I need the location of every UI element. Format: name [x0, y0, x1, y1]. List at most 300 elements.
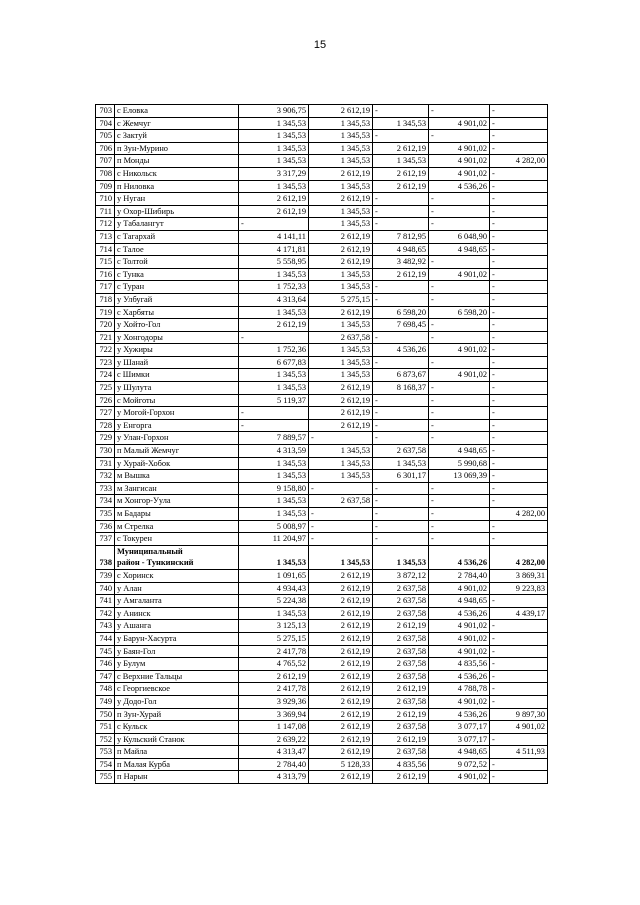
value-cell: 4 948,65 — [429, 243, 490, 256]
value-cell: 1 345,53 — [239, 117, 309, 130]
value-cell: - — [429, 482, 490, 495]
row-index: 755 — [96, 771, 115, 784]
row-index: 727 — [96, 407, 115, 420]
settlement-name: м Вышка — [115, 470, 239, 483]
value-cell: - — [239, 407, 309, 420]
table-row — [96, 382, 548, 395]
value-cell: 11 204,97 — [239, 533, 309, 546]
value-cell: 2 612,19 — [373, 268, 429, 281]
table-row — [96, 683, 548, 696]
value-cell: 1 345,53 — [309, 155, 373, 168]
row-index: 733 — [96, 482, 115, 495]
value-cell: - — [429, 193, 490, 206]
value-cell: - — [490, 520, 548, 533]
value-cell: 2 612,19 — [309, 683, 373, 696]
row-index: 752 — [96, 733, 115, 746]
value-cell: - — [429, 508, 490, 521]
value-cell: 1 345,53 — [309, 142, 373, 155]
settlement-name: п Зун-Хурай — [115, 708, 239, 721]
settlement-name: с Георгиевское — [115, 683, 239, 696]
value-cell: 2 612,19 — [309, 708, 373, 721]
value-cell: 2 612,19 — [309, 193, 373, 206]
settlement-name: у Могой-Горхон — [115, 407, 239, 420]
value-cell: 4 313,47 — [239, 746, 309, 759]
value-cell: - — [373, 293, 429, 306]
settlement-name: у Табалангут — [115, 218, 239, 231]
value-cell: - — [429, 205, 490, 218]
table-row — [96, 607, 548, 620]
value-cell: 2 637,58 — [309, 495, 373, 508]
value-cell: - — [490, 369, 548, 382]
settlement-name: у Шанай — [115, 356, 239, 369]
value-cell: - — [429, 533, 490, 546]
value-cell: 5 275,15 — [309, 293, 373, 306]
value-cell: 1 345,53 — [373, 117, 429, 130]
value-cell: - — [429, 218, 490, 231]
row-index: 751 — [96, 721, 115, 734]
row-index: 729 — [96, 432, 115, 445]
value-cell: 2 612,19 — [309, 419, 373, 432]
table-row — [96, 432, 548, 445]
value-cell: - — [490, 407, 548, 420]
value-cell: - — [373, 520, 429, 533]
row-index: 707 — [96, 155, 115, 168]
table-row — [96, 394, 548, 407]
row-index: 724 — [96, 369, 115, 382]
value-cell: 3 369,94 — [239, 708, 309, 721]
value-cell: 1 345,53 — [373, 545, 429, 569]
value-cell: 4 835,56 — [373, 758, 429, 771]
value-cell: 5 275,15 — [239, 632, 309, 645]
settlement-name: у Хурай-Хобок — [115, 457, 239, 470]
table-row — [96, 495, 548, 508]
value-cell: 6 598,20 — [429, 306, 490, 319]
value-cell: - — [490, 658, 548, 671]
value-cell: 4 901,02 — [429, 155, 490, 168]
value-cell: - — [429, 520, 490, 533]
settlement-name: с Жемчуг — [115, 117, 239, 130]
row-index: 741 — [96, 595, 115, 608]
table-row — [96, 268, 548, 281]
value-cell: 3 125,13 — [239, 620, 309, 633]
value-cell: 2 612,19 — [309, 721, 373, 734]
value-cell: 4 901,02 — [429, 117, 490, 130]
value-cell: - — [490, 130, 548, 143]
value-cell: 4 536,26 — [429, 180, 490, 193]
settlement-name: с Верхние Тальцы — [115, 670, 239, 683]
value-cell: 1 345,53 — [239, 130, 309, 143]
row-index: 736 — [96, 520, 115, 533]
value-cell: 2 612,19 — [239, 319, 309, 332]
value-cell: - — [490, 281, 548, 294]
value-cell: - — [373, 356, 429, 369]
value-cell: - — [309, 533, 373, 546]
value-cell: 4 901,02 — [429, 771, 490, 784]
value-cell: - — [373, 407, 429, 420]
value-cell: - — [429, 432, 490, 445]
value-cell: 2 637,58 — [309, 331, 373, 344]
value-cell: 2 612,19 — [373, 620, 429, 633]
value-cell: 2 612,19 — [309, 243, 373, 256]
settlement-name: у Ашанга — [115, 620, 239, 633]
value-cell: 9 158,80 — [239, 482, 309, 495]
value-cell: - — [490, 117, 548, 130]
row-index: 720 — [96, 319, 115, 332]
value-cell: - — [490, 533, 548, 546]
row-index: 725 — [96, 382, 115, 395]
value-cell: 6 301,17 — [373, 470, 429, 483]
settlement-name: м Хонгор-Уула — [115, 495, 239, 508]
value-cell: - — [490, 457, 548, 470]
value-cell: 2 612,19 — [373, 708, 429, 721]
row-index: 737 — [96, 533, 115, 546]
value-cell: 1 147,08 — [239, 721, 309, 734]
value-cell: 2 612,19 — [309, 670, 373, 683]
table-row — [96, 256, 548, 269]
table-row — [96, 319, 548, 332]
value-cell: - — [373, 508, 429, 521]
table-row — [96, 632, 548, 645]
value-cell: 1 345,53 — [239, 470, 309, 483]
value-cell: 1 345,53 — [373, 155, 429, 168]
settlement-name: у Нуган — [115, 193, 239, 206]
value-cell: 2 637,58 — [373, 582, 429, 595]
settlement-name: у Додо-Гол — [115, 695, 239, 708]
settlement-name: п Ниловка — [115, 180, 239, 193]
value-cell: 1 345,53 — [309, 205, 373, 218]
value-cell: - — [429, 130, 490, 143]
value-cell: - — [373, 193, 429, 206]
row-index: 714 — [96, 243, 115, 256]
value-cell: 1 345,53 — [309, 457, 373, 470]
value-cell: 4 313,59 — [239, 445, 309, 458]
settlement-name: у Амгаланта — [115, 595, 239, 608]
value-cell: 2 612,19 — [373, 142, 429, 155]
value-cell: 13 069,39 — [429, 470, 490, 483]
value-cell: 2 612,19 — [373, 771, 429, 784]
value-cell: 5 224,38 — [239, 595, 309, 608]
value-cell: - — [490, 445, 548, 458]
value-cell: - — [490, 230, 548, 243]
value-cell: 1 345,53 — [309, 268, 373, 281]
row-index: 732 — [96, 470, 115, 483]
value-cell: 4 901,02 — [490, 721, 548, 734]
value-cell: 2 637,58 — [373, 645, 429, 658]
value-cell: 4 948,65 — [429, 746, 490, 759]
value-cell: 2 784,40 — [239, 758, 309, 771]
row-index: 705 — [96, 130, 115, 143]
value-cell: - — [429, 319, 490, 332]
row-index: 710 — [96, 193, 115, 206]
value-cell: 4 901,02 — [429, 620, 490, 633]
settlement-name: у Алан — [115, 582, 239, 595]
value-cell: 1 345,53 — [309, 130, 373, 143]
row-index: 719 — [96, 306, 115, 319]
row-index: 703 — [96, 105, 115, 118]
value-cell: - — [490, 256, 548, 269]
value-cell: 1 345,53 — [309, 545, 373, 569]
value-cell: - — [490, 205, 548, 218]
value-cell: 2 612,19 — [309, 595, 373, 608]
value-cell: 1 345,53 — [309, 281, 373, 294]
settlement-name: с Хоринск — [115, 569, 239, 582]
value-cell: 3 869,31 — [490, 569, 548, 582]
value-cell: - — [373, 105, 429, 118]
table-row — [96, 445, 548, 458]
row-index: 744 — [96, 632, 115, 645]
row-index: 709 — [96, 180, 115, 193]
value-cell: 1 345,53 — [309, 344, 373, 357]
summary-name-line2: район - Тункинский — [117, 558, 194, 568]
settlement-name: с Харбяты — [115, 306, 239, 319]
value-cell: 1 345,53 — [309, 356, 373, 369]
settlement-name: п Малый Жемчуг — [115, 445, 239, 458]
value-cell: 1 091,65 — [239, 569, 309, 582]
row-index: 716 — [96, 268, 115, 281]
page-number: 15 — [313, 39, 327, 51]
settlement-name: п Монды — [115, 155, 239, 168]
value-cell: 1 345,53 — [309, 369, 373, 382]
value-cell: 2 637,58 — [373, 670, 429, 683]
row-index: 745 — [96, 645, 115, 658]
value-cell: 4 948,65 — [373, 243, 429, 256]
value-cell: - — [373, 331, 429, 344]
value-cell: 3 077,17 — [429, 733, 490, 746]
value-cell: 1 345,53 — [239, 508, 309, 521]
value-cell: 2 612,19 — [373, 167, 429, 180]
settlement-name: у Улбугай — [115, 293, 239, 306]
value-cell: 7 889,57 — [239, 432, 309, 445]
value-cell: 3 482,92 — [373, 256, 429, 269]
summary-name-line1: Муниципальный — [117, 546, 183, 556]
value-cell: - — [373, 205, 429, 218]
value-cell: 5 990,68 — [429, 457, 490, 470]
value-cell: 4 141,11 — [239, 230, 309, 243]
table-body-bottom — [96, 569, 548, 783]
value-cell: - — [373, 218, 429, 231]
value-cell: - — [490, 180, 548, 193]
value-cell: - — [239, 218, 309, 231]
value-cell: - — [429, 382, 490, 395]
value-cell: - — [373, 394, 429, 407]
value-cell: 2 612,19 — [309, 230, 373, 243]
value-cell: 1 345,53 — [309, 319, 373, 332]
value-cell: 1 345,53 — [239, 268, 309, 281]
value-cell: - — [429, 495, 490, 508]
table-row — [96, 582, 548, 595]
value-cell: 2 612,19 — [373, 733, 429, 746]
value-cell: 2 612,19 — [309, 620, 373, 633]
value-cell: 3 929,36 — [239, 695, 309, 708]
value-cell: - — [490, 344, 548, 357]
value-cell: - — [490, 632, 548, 645]
value-cell: 2 612,19 — [239, 193, 309, 206]
settlement-name — [115, 545, 239, 569]
value-cell: 3 872,12 — [373, 569, 429, 582]
value-cell: - — [429, 105, 490, 118]
row-index: 708 — [96, 167, 115, 180]
value-cell: 1 345,53 — [309, 117, 373, 130]
settlement-name: с Талое — [115, 243, 239, 256]
value-cell: - — [309, 432, 373, 445]
row-index: 706 — [96, 142, 115, 155]
table-row — [96, 595, 548, 608]
value-cell: 4 948,65 — [429, 595, 490, 608]
value-cell: - — [429, 407, 490, 420]
data-table — [95, 104, 548, 784]
value-cell: 1 345,53 — [239, 369, 309, 382]
value-cell: - — [373, 533, 429, 546]
table-row — [96, 645, 548, 658]
value-cell: 1 345,53 — [239, 545, 309, 569]
row-index: 748 — [96, 683, 115, 696]
value-cell: - — [490, 167, 548, 180]
value-cell: 6 598,20 — [373, 306, 429, 319]
value-cell: 2 637,58 — [373, 607, 429, 620]
value-cell: 1 345,53 — [239, 155, 309, 168]
value-cell: 1 752,36 — [239, 344, 309, 357]
value-cell: 6 873,67 — [373, 369, 429, 382]
value-cell: 4 901,02 — [429, 167, 490, 180]
value-cell: - — [429, 331, 490, 344]
value-cell: 4 901,02 — [429, 645, 490, 658]
table-row — [96, 105, 548, 118]
settlement-name: у Енгорга — [115, 419, 239, 432]
settlement-name: с Туран — [115, 281, 239, 294]
value-cell: 1 345,53 — [309, 180, 373, 193]
table-row — [96, 356, 548, 369]
table-row — [96, 695, 548, 708]
row-index: 713 — [96, 230, 115, 243]
value-cell: 4 934,43 — [239, 582, 309, 595]
row-index: 739 — [96, 569, 115, 582]
value-cell: - — [490, 243, 548, 256]
settlement-name: с Шимки — [115, 369, 239, 382]
settlement-name: у Кульский Станок — [115, 733, 239, 746]
row-index: 735 — [96, 508, 115, 521]
value-cell: 4 282,00 — [490, 545, 548, 569]
value-cell: - — [490, 268, 548, 281]
table-row — [96, 167, 548, 180]
table-row — [96, 344, 548, 357]
settlement-name: п Майла — [115, 746, 239, 759]
value-cell: 4 171,81 — [239, 243, 309, 256]
table-row — [96, 771, 548, 784]
value-cell: 2 612,19 — [239, 670, 309, 683]
value-cell: 4 536,26 — [429, 708, 490, 721]
value-cell: 4 439,17 — [490, 607, 548, 620]
table-row — [96, 733, 548, 746]
settlement-name: у Баян-Гол — [115, 645, 239, 658]
settlement-name: с Токурен — [115, 533, 239, 546]
value-cell: 1 345,53 — [239, 607, 309, 620]
value-cell: - — [490, 482, 548, 495]
value-cell: - — [490, 419, 548, 432]
value-cell: 2 639,22 — [239, 733, 309, 746]
value-cell: - — [373, 130, 429, 143]
settlement-name: у Хужиры — [115, 344, 239, 357]
value-cell: - — [490, 306, 548, 319]
value-cell: - — [429, 293, 490, 306]
settlement-name: п Нарын — [115, 771, 239, 784]
value-cell: - — [429, 281, 490, 294]
value-cell: 7 698,45 — [373, 319, 429, 332]
value-cell: 2 612,19 — [309, 306, 373, 319]
row-index: 717 — [96, 281, 115, 294]
value-cell: - — [490, 495, 548, 508]
value-cell: 1 345,53 — [239, 306, 309, 319]
value-cell: - — [490, 645, 548, 658]
settlement-name: с Толтой — [115, 256, 239, 269]
row-index: 728 — [96, 419, 115, 432]
value-cell: - — [490, 771, 548, 784]
value-cell: 4 901,02 — [429, 268, 490, 281]
table-row — [96, 658, 548, 671]
table-row — [96, 180, 548, 193]
value-cell: 2 637,58 — [373, 746, 429, 759]
value-cell: - — [239, 419, 309, 432]
table-row — [96, 533, 548, 546]
value-cell: 2 612,19 — [309, 256, 373, 269]
row-index: 750 — [96, 708, 115, 721]
row-index: 718 — [96, 293, 115, 306]
value-cell: - — [373, 482, 429, 495]
settlement-name: с Кульск — [115, 721, 239, 734]
row-index: 704 — [96, 117, 115, 130]
value-cell: - — [309, 482, 373, 495]
settlement-name: п Малая Курба — [115, 758, 239, 771]
table-body-top — [96, 105, 548, 546]
settlement-name: у Шулута — [115, 382, 239, 395]
value-cell: 4 313,64 — [239, 293, 309, 306]
value-cell: - — [490, 695, 548, 708]
value-cell: 3 906,75 — [239, 105, 309, 118]
value-cell: 4 313,79 — [239, 771, 309, 784]
value-cell: 5 128,33 — [309, 758, 373, 771]
value-cell: - — [490, 218, 548, 231]
value-cell: 4 901,02 — [429, 142, 490, 155]
value-cell: - — [490, 319, 548, 332]
settlement-name: м Стрелка — [115, 520, 239, 533]
value-cell: - — [490, 670, 548, 683]
row-index: 747 — [96, 670, 115, 683]
value-cell: - — [490, 142, 548, 155]
value-cell: - — [490, 683, 548, 696]
value-cell: 4 948,65 — [429, 445, 490, 458]
table-row — [96, 293, 548, 306]
table-row — [96, 218, 548, 231]
settlement-name: с Зактуй — [115, 130, 239, 143]
table-row — [96, 419, 548, 432]
value-cell: - — [429, 356, 490, 369]
settlement-name: с Мойготы — [115, 394, 239, 407]
settlement-name: у Хонгодоры — [115, 331, 239, 344]
value-cell: - — [239, 331, 309, 344]
value-cell: 2 612,19 — [309, 733, 373, 746]
value-cell: 6 677,83 — [239, 356, 309, 369]
table-row — [96, 520, 548, 533]
value-cell: 2 612,19 — [309, 407, 373, 420]
value-cell: 4 282,00 — [490, 508, 548, 521]
value-cell: - — [490, 356, 548, 369]
value-cell: - — [309, 508, 373, 521]
value-cell: - — [490, 293, 548, 306]
table-row — [96, 205, 548, 218]
row-index: 734 — [96, 495, 115, 508]
value-cell: - — [490, 733, 548, 746]
value-cell: 4 788,78 — [429, 683, 490, 696]
settlement-name: у Барун-Хасурта — [115, 632, 239, 645]
